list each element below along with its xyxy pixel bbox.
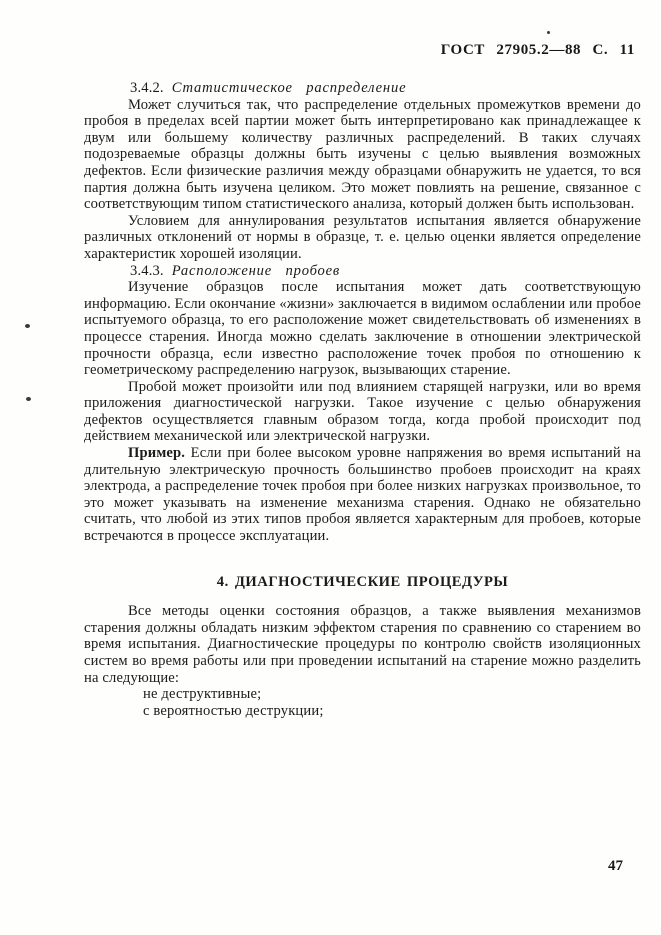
heading-title: Расположение пробоев [171, 262, 341, 279]
paragraph-example [84, 445, 641, 545]
scan-speck [25, 324, 30, 328]
paragraph-breakdown-location-1: Изучение образцов после испытания может дать соответствующую информацию. Если окончание «жизни» заключается в видимом ослаблении или пробое испытуемого образца, то его расположение может свидетельствовать об изменениях в процессе старения. Иногда можно сделать заключение в отношении электрической прочности образца, если известно расположение точек пробоя по отношению к геометрическому распределению нагрузок, вызывающих старение. [84, 279, 641, 379]
heading-3-4-3 [84, 263, 641, 280]
page-header-gost: ГОСТ 27905.2—88 С. 11 [440, 42, 635, 58]
heading-number: 3.4.3. [130, 262, 164, 279]
scan-speck [547, 31, 550, 34]
paragraph-statistical-distribution-2: Условием для аннулирования результатов испытания является обнаружение различных отклонений от нормы в образце, т. е. целью оценки является определение характеристик хорошей изоляции. [84, 212, 641, 262]
page-number: 47 [608, 858, 623, 874]
paragraph-statistical-distribution-1: Может случиться так, что распределение отдельных промежутков времени до пробоя в пределах всей партии может быть интерпретировано как принадлежащее к двум или большему количеству различных распределений. В таких случаях подозреваемые образцы должны быть изучены с целью выявления возможных дефектов. Если физические различия между образцами обнаружить не удается, то вся партия должна быть изучена целиком. Это может повлиять на решение, связанное с соответствующим типом статистического анализа, который должен быть использован. [84, 96, 641, 213]
example-label: Пример. [128, 445, 186, 462]
document-body [84, 80, 641, 719]
section-4-heading: 4. ДИАГНОСТИЧЕСКИЕ ПРОЦЕДУРЫ [216, 573, 509, 590]
paragraph-breakdown-location-2: Пробой может произойти или под влиянием старящей нагрузки, или во время приложения диагностической нагрузки. Такое изучение с целью обнаружения дефектов осуществляется главным образом тогда, когда пробой происходит под действием механической или электрической нагрузки. [84, 378, 641, 445]
heading-title: Статистическое распределение [171, 80, 407, 96]
heading-3-4-2 [84, 80, 641, 97]
scan-speck [26, 397, 31, 401]
list-item-probability-destruction: с вероятностью деструкции; [143, 702, 324, 719]
paragraph-diagnostic-procedures: Все методы оценки состояния образцов, а также выявления механизмов старения должны обладать низким эффектом старения по сравнению со старением во время испытания. Диагностические процедуры по контролю свойств изоляционных систем во время работы или при проведении испытаний на старение можно разделить на следующие: [84, 603, 641, 686]
example-text: Если при более высоком уровне напряжения во время испытаний на длительную электрическую прочность большинство пробоев происходит на краях электрода, а распределение точек пробоя при более низких нагрузках произвольное, то это может указывать на изменение механизма старения. Однако не обязательно считать, что любой из этих типов пробоя является характерным для пробоев, которые встречаются в процессе эксплуатации. [84, 445, 641, 545]
heading-number: 3.4.2. [130, 80, 164, 96]
list-item-non-destructive: не деструктивные; [143, 686, 262, 703]
